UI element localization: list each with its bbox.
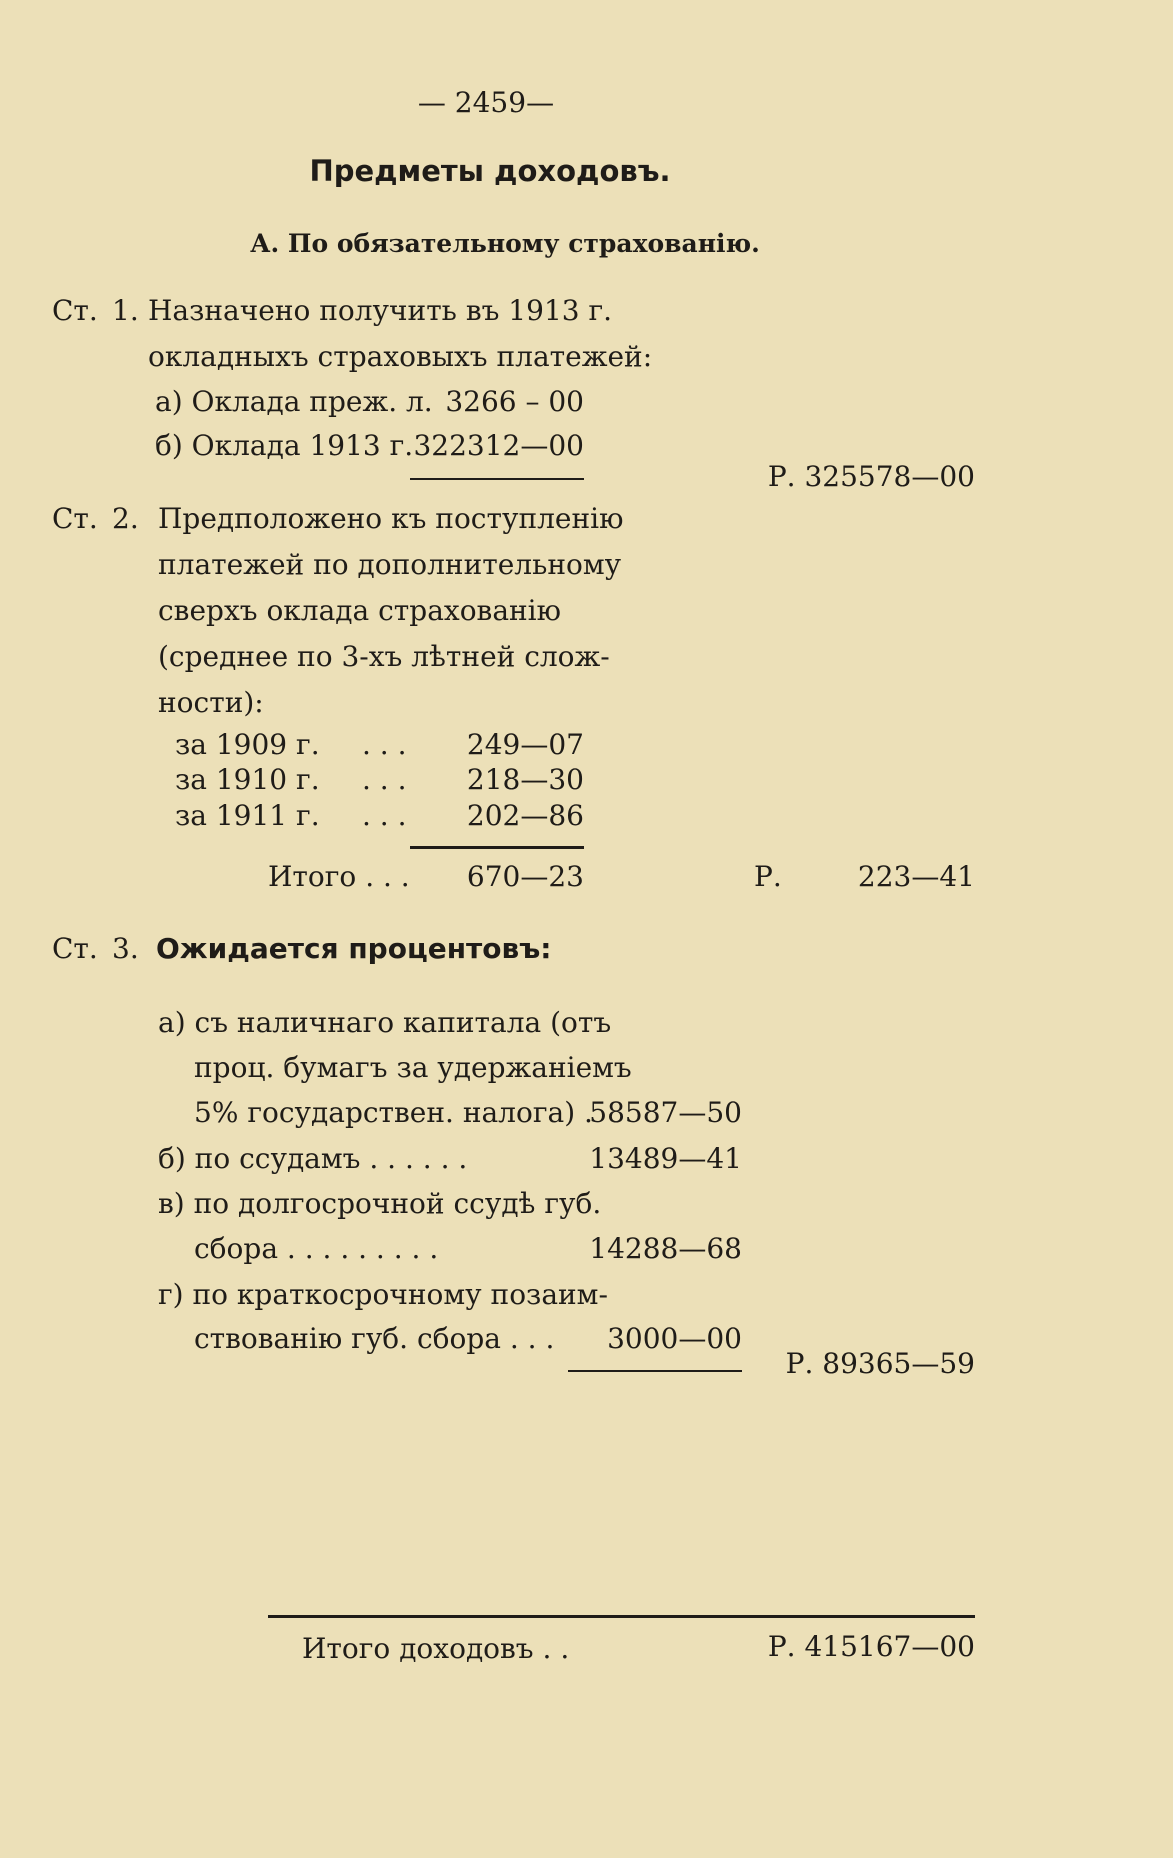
st2-line5: ности):: [158, 686, 264, 719]
st3-subtotal-rule: [568, 1370, 742, 1372]
section-a-heading: А. По обязательному страхованію.: [250, 229, 760, 258]
st3-number: 3.: [112, 932, 139, 965]
st3-b-value: 13489—41: [589, 1142, 742, 1175]
page-number: — 2459—: [417, 86, 555, 119]
st1-b-label: б) Оклада 1913 г.: [155, 429, 414, 462]
st1-a-label: а) Оклада преж. л.: [155, 385, 433, 418]
st3-g-line1: г) по краткосрочному позаим-: [158, 1278, 608, 1311]
st3-a-line2: проц. бумагъ за удержаніемъ: [194, 1051, 632, 1084]
st3-a-value: 58587—50: [589, 1096, 742, 1129]
st2-row-1910-dots: . . .: [362, 763, 407, 796]
st2-line1: Предположено къ поступленію: [158, 502, 624, 535]
st2-row-1911-dots: . . .: [362, 799, 407, 832]
st3-b-line1: б) по ссудамъ . . . . . .: [158, 1142, 468, 1175]
st1-number: 1.: [112, 294, 139, 327]
grand-total-value: Р. 415167—00: [767, 1630, 975, 1663]
st1-subtotal-rule: [410, 478, 584, 480]
st3-v-line1: в) по долгосрочной ссудѣ губ.: [158, 1187, 602, 1220]
st3-g-value: 3000—00: [607, 1322, 742, 1355]
st3-heading: Ожидается процентовъ:: [156, 932, 552, 965]
st2-label: Ст.: [52, 502, 98, 535]
grand-total-label: Итого доходовъ . .: [302, 1632, 570, 1665]
st2-row-1909-value: 249—07: [466, 728, 584, 761]
st2-total-value: 223—41: [857, 860, 975, 893]
st3-v-value: 14288—68: [589, 1232, 742, 1265]
st1-line2: окладныхъ страховыхъ платежей:: [148, 340, 653, 373]
st2-line4: (среднее по 3-хъ лѣтней слож-: [158, 640, 610, 673]
st1-a-value: 3266 – 00: [445, 385, 584, 418]
st3-g-line2: ствованію губ. сбора . . .: [194, 1322, 555, 1355]
st3-a-line1: а) съ наличнаго капитала (отъ: [158, 1006, 612, 1039]
st3-total: Р. 89365—59: [785, 1347, 975, 1380]
st1-b-value: 322312—00: [413, 429, 584, 462]
st2-total-currency: Р.: [754, 860, 782, 893]
st2-row-1909-label: за 1909 г.: [175, 728, 320, 761]
st1-label: Ст.: [52, 294, 98, 327]
st2-line2: платежей по дополнительному: [158, 548, 622, 581]
st3-a-line3: 5% государствен. налога) .: [194, 1096, 593, 1129]
st2-row-1911-label: за 1911 г.: [175, 799, 320, 832]
st3-label: Ст.: [52, 932, 98, 965]
st2-number: 2.: [112, 502, 139, 535]
st2-row-1909-dots: . . .: [362, 728, 407, 761]
st2-subtotal-rule: [410, 846, 584, 849]
page-title: Предметы доходовъ.: [309, 154, 671, 188]
st2-row-1910-value: 218—30: [466, 763, 584, 796]
st2-row-1911-value: 202—86: [466, 799, 584, 832]
st2-itogo-label: Итого . . .: [268, 860, 410, 893]
st2-row-1910-label: за 1910 г.: [175, 763, 320, 796]
st3-v-line2: сбора . . . . . . . . .: [194, 1232, 439, 1265]
st2-line3: сверхъ оклада страхованію: [158, 594, 562, 627]
st1-line1: Назначено получить въ 1913 г.: [148, 294, 613, 327]
grand-total-rule: [268, 1615, 975, 1618]
st1-total: Р. 325578—00: [767, 460, 975, 493]
st2-itogo-value: 670—23: [466, 860, 584, 893]
